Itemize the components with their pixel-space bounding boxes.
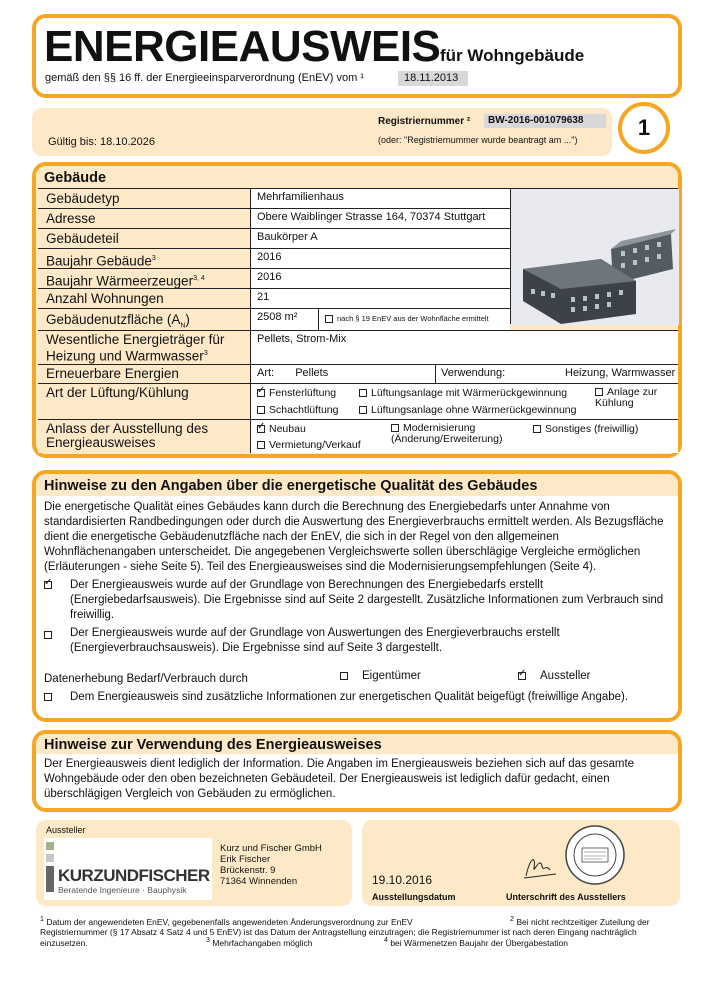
building-row-value	[250, 248, 510, 268]
hinweise-qualitaet-title: Hinweise zu den Angaben über die energetische Qualität des Gebäudes	[44, 478, 538, 494]
building-row-sup: 3	[151, 255, 156, 262]
building-row-value-text: 2016	[257, 251, 282, 263]
building-row-label-text: Baujahr Wärmeerzeuger	[46, 273, 194, 289]
footnote-1-text: Datum der angewendeten EnEV, gegebenenfalls angewendeten Änderungsverordnung zur EnEV	[46, 916, 413, 927]
logo-text: KURZUNDFISCHER	[58, 866, 210, 885]
anlass-sonstiges-label: Sonstiges (freiwillig)	[545, 423, 639, 435]
lueftung-schacht[interactable]	[257, 404, 338, 416]
page-number-badge: 1	[618, 102, 670, 154]
datenerhebung-aussteller[interactable]	[518, 670, 591, 682]
hinweise-qualitaet-paragraph: Die energetische Qualität eines Gebäudes kann durch die Berechnung des Energiebedarfs unter Annahme von standardisierten Randbedingungen oder durch die Auswertung des Energieverbrauchs ermittelt werden. Als Bezugsfläche dient die energetische Gebäudenutzfläche nach der EnEV, die sich in der Regel von den allgemeinen Wohnflächenangaben unterscheidet. Die angegebenen Vergleichswerte sollen überschlägige Vergleiche ermöglichen (Erläuterungen - siehe Seite 5). Teil des Energieausweises sind die Modernisierungsempfehlungen (Seite 4).	[44, 501, 664, 573]
hinweise-verwendung-text: Der Energieausweis dient lediglich der Information. Die Angaben im Energieausweis beziehen sich auf das gesamte Wohngebäude oder den oben bezeichneten Gebäudeteil. Der Energieausweis ist lediglich dafür gedacht, einen überschlägigen Vergleich von Gebäuden zu ermöglichen.	[44, 758, 635, 800]
building-row-value	[250, 308, 318, 330]
document-title-suffix: für Wohngebäude	[440, 46, 585, 65]
checkbox-icon	[595, 388, 603, 396]
erneuerbare-art-value: Pellets	[295, 367, 329, 379]
lueftung-mit-wrg[interactable]	[359, 387, 567, 399]
lueftung-kuehlung[interactable]	[595, 387, 675, 409]
building-row-value	[250, 188, 510, 208]
signature-icon	[520, 848, 560, 887]
address-line: Kurz und Fischer GmbH	[220, 843, 322, 854]
anlass-vermietung-label: Vermietung/Verkauf	[269, 439, 361, 451]
building-row-value-text: 21	[257, 291, 270, 303]
building-row-label-text: Baujahr Gebäude	[46, 253, 152, 269]
valid-until: Gültig bis: 18.10.2026	[48, 136, 156, 148]
checkbox-icon	[257, 406, 265, 414]
energietraeger-sup: 3	[203, 350, 208, 357]
erneuerbare-divider	[435, 364, 436, 383]
footnote-3-text: Mehrfachangaben möglich	[212, 937, 313, 948]
building-row-value	[250, 288, 510, 308]
building-row-label	[38, 288, 250, 308]
anlass-neubau-label: Neubau	[269, 423, 306, 435]
enev-date: 18.11.2013	[398, 71, 468, 86]
footnote-4: $^4$ bei Wärmenetzen Baujahr der Übergabestation	[384, 936, 568, 948]
checkbox-icon	[533, 425, 541, 433]
address-line: Erik Fischer	[220, 854, 271, 865]
zusatz-text: Dem Energieausweis sind zusätzliche Informationen zur energetischen Qualität beigefügt (freiwillige Angabe).	[70, 691, 629, 703]
lueftung-schacht-label: Schachtlüftung	[269, 404, 339, 416]
building-row-label-text: Anzahl Wohnungen	[46, 291, 164, 306]
building-row-value	[250, 208, 510, 228]
building-row-label-text: Adresse	[46, 211, 96, 226]
building-row-label	[38, 228, 250, 248]
building-row-value-text: 2508 m²	[257, 311, 298, 323]
lueftung-mit-wrg-label: Lüftungsanlage mit Wärmerückgewinnung	[371, 387, 568, 399]
erneuerbare-value-row	[250, 364, 678, 383]
lueftung-ohne-wrg-label: Lüftungsanlage ohne Wärmerückgewinnung	[371, 404, 577, 416]
registration-note: (oder: "Registriernummer wurde beantragt am ...")	[378, 135, 578, 145]
checkbox-icon	[340, 672, 348, 680]
address-line: 71364 Winnenden	[220, 876, 298, 887]
checkbox-icon	[359, 406, 367, 414]
footnote-4-text: bei Wärmenetzen Baujahr der Übergabestation	[390, 937, 568, 948]
footnote-1: $^1$ Datum der angewendeten EnEV, gegebenenfalls angewendeten Änderungsverordnung zur EnEV	[40, 915, 413, 927]
footnote-2: $^2$ Bei nicht rechtzeitiger Zuteilung der Registriernummer (§ 17 Absatz 4 Satz 4 und 5 EnEV) ist das Datum der Antragstellung einzutragen; die Registriernummer ist nach deren Eingang nachträglich einzusetzen.	[40, 915, 650, 948]
registration-label: Registriernummer ²	[378, 116, 471, 127]
aussteller-logo	[44, 838, 212, 900]
aussteller-label: Aussteller	[46, 825, 86, 835]
energietraeger-value: Pellets, Strom-Mix	[250, 330, 678, 364]
erneuerbare-verwendung-value: Heizung, Warmwasser	[565, 367, 676, 379]
option-bedarf-checkbox[interactable]	[44, 576, 56, 594]
anlass-vermietung[interactable]	[257, 439, 361, 451]
checkbox-icon	[44, 693, 52, 701]
checkbox-icon	[257, 389, 265, 397]
option-verbrauch-checkbox[interactable]	[44, 626, 56, 644]
nutzflaeche-wohnflaeche-option[interactable]	[318, 308, 510, 330]
datenerhebung-eigentuemer[interactable]	[340, 670, 421, 682]
address-line: Brückenstr. 9	[220, 865, 276, 876]
building-row-label-text: Gebäudenutzfläche (A	[46, 312, 181, 327]
lueftung-kuehlung-label: Anlage zur Kühlung	[595, 386, 658, 409]
checkbox-icon	[325, 315, 333, 323]
anlass-sonstiges[interactable]	[533, 423, 638, 435]
building-row-sub: N	[180, 322, 186, 330]
building-row-label	[38, 188, 250, 208]
building-row-sup: 3, 4	[193, 275, 205, 282]
building-row-value-text: Baukörper A	[257, 231, 318, 243]
hinweise-verwendung-title: Hinweise zur Verwendung des Energieausweises	[44, 737, 382, 753]
checkbox-icon	[257, 425, 265, 433]
checkbox-icon	[44, 631, 52, 639]
checkbox-icon	[359, 389, 367, 397]
lueftung-fenster[interactable]	[257, 387, 336, 399]
building-row-label	[38, 208, 250, 228]
eigentuemer-label: Eigentümer	[362, 670, 421, 682]
footnote-3: $^3$ Mehrfachangaben möglich	[206, 936, 313, 948]
anlass-label: Anlass der Ausstellung des Energieausweises	[38, 419, 250, 453]
building-image	[510, 188, 678, 324]
checkbox-icon	[257, 441, 265, 449]
building-row-value-text: 2016	[257, 271, 282, 283]
lueftung-options	[250, 383, 678, 419]
lueftung-ohne-wrg[interactable]	[359, 404, 576, 416]
enev-subline: gemäß den §§ 16 ff. der Energieeinsparverordnung (EnEV) vom ¹	[45, 72, 364, 84]
ausstellungsdatum-label: Ausstellungsdatum	[372, 892, 456, 902]
erneuerbare-label: Erneuerbare Energien	[38, 364, 250, 383]
anlass-options	[250, 419, 678, 453]
anlass-modernisierung-label: Modernisierung (Änderung/Erweiterung)	[391, 422, 503, 445]
zusatz-checkbox[interactable]	[44, 688, 56, 706]
energietraeger-label	[38, 330, 250, 364]
erneuerbare-verwendung-label: Verwendung:	[441, 367, 506, 379]
building-row-value-text: Obere Waiblinger Strasse 164, 70374 Stuttgart	[257, 211, 486, 223]
building-row-label	[38, 248, 250, 268]
ausstellungsdatum-value: 19.10.2016	[372, 873, 433, 887]
logo-bar	[46, 866, 54, 892]
energietraeger-label-text: Wesentliche Energieträger für Heizung und Warmwasser	[46, 332, 225, 364]
anlass-modernisierung[interactable]	[391, 423, 531, 445]
registration-number: BW-2016-001079638	[484, 114, 606, 128]
nutzflaeche-option-label: nach § 19 EnEV aus der Wohnfläche ermittelt	[337, 314, 489, 323]
building-row-value-text: Mehrfamilienhaus	[257, 191, 344, 203]
building-row-label-text: Gebäudeteil	[46, 231, 119, 246]
checkbox-icon	[44, 581, 52, 589]
building-row-label-end: )	[185, 312, 190, 327]
building-row-value	[250, 228, 510, 248]
footnote-2-text: Bei nicht rechtzeitiger Zuteilung der Registriernummer (§ 17 Absatz 4 Satz 4 und 5 EnEV) ist das Datum der Antragstellung einzutragen; die Registriernummer ist nach deren Eingang nachträglich einzusetzen.	[40, 916, 650, 948]
anlass-neubau[interactable]	[257, 423, 306, 435]
option-bedarf-text: Der Energieausweis wurde auf der Grundlage von Berechnungen des Energiebedarfs erstellt (Energiebedarfsausweis). Die Ergebnisse sind auf Seite 2 dargestellt. Zusätzliche Informationen zum Verbrauch sind freiwillig.	[70, 579, 664, 621]
building-row-label-text: Gebäudetyp	[46, 191, 120, 206]
option-verbrauch-text: Der Energieausweis wurde auf der Grundlage von Auswertungen des Energieverbrauchs erstellt (Energieverbrauchsausweis). Die Ergebnisse sind auf Seite 3 dargestellt.	[70, 627, 560, 654]
building-row-label	[38, 308, 250, 330]
checkbox-icon	[391, 424, 399, 432]
building-row-label	[38, 268, 250, 288]
unterschrift-label: Unterschrift des Ausstellers	[506, 892, 626, 902]
logo-square-1	[46, 842, 54, 850]
lueftung-fenster-label: Fensterlüftung	[269, 387, 337, 399]
aussteller-label: Aussteller	[540, 670, 591, 682]
datenerhebung-label: Datenerhebung Bedarf/Verbrauch durch	[44, 673, 248, 685]
checkbox-icon	[518, 672, 526, 680]
erneuerbare-art-label: Art:	[257, 367, 275, 379]
logo-subtitle: Beratende Ingenieure · Bauphysik	[58, 885, 187, 895]
lueftung-label: Art der Lüftung/Kühlung	[38, 383, 250, 419]
logo-square-2	[46, 854, 54, 862]
building-row-value	[250, 268, 510, 288]
document-title: ENERGIEAUSWEIS	[44, 22, 441, 71]
aussteller-address	[220, 843, 322, 887]
stamp-icon	[562, 824, 628, 891]
building-section-title: Gebäude	[44, 170, 107, 186]
